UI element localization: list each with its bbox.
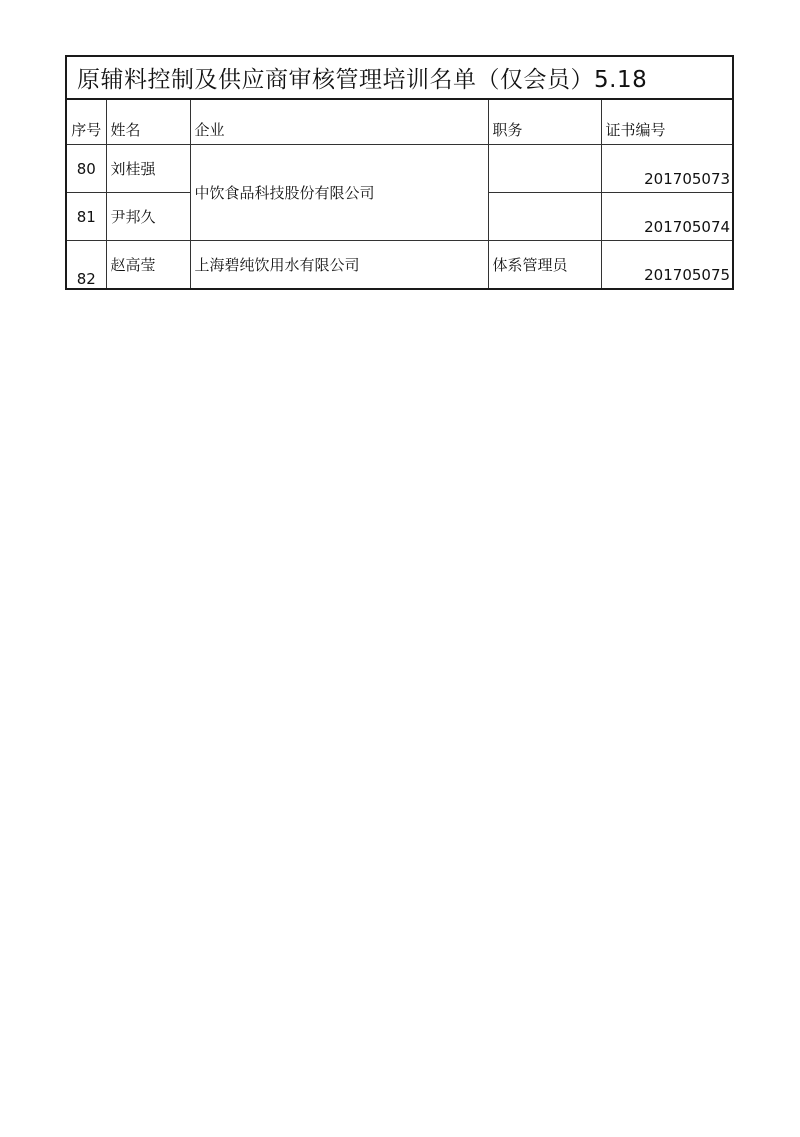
- row-cert: 201705073: [601, 145, 733, 193]
- table-row: [66, 241, 733, 290]
- header-position: 职务: [488, 99, 601, 145]
- header-row: [66, 99, 733, 145]
- row-name: 尹邦久: [106, 193, 190, 241]
- row-cert: 201705074: [601, 193, 733, 241]
- title-row: [66, 56, 733, 99]
- row-seq: 82: [66, 241, 106, 290]
- header-company: 企业: [190, 99, 488, 145]
- training-roster-table: [65, 55, 734, 290]
- row-position: 体系管理员: [488, 241, 601, 290]
- header-seq: 序号: [66, 99, 106, 145]
- row-seq: 81: [66, 193, 106, 241]
- row-position: [488, 193, 601, 241]
- row-seq: 80: [66, 145, 106, 193]
- row-name: 刘桂强: [106, 145, 190, 193]
- document-title: 原辅料控制及供应商审核管理培训名单（仅会员）5.18: [66, 56, 733, 99]
- header-cert: 证书编号: [601, 99, 733, 145]
- row-position: [488, 145, 601, 193]
- row-name: 赵高莹: [106, 241, 190, 290]
- row-company: 中饮食品科技股份有限公司: [190, 145, 488, 241]
- table-row: [66, 145, 733, 193]
- row-company: 上海碧纯饮用水有限公司: [190, 241, 488, 290]
- row-cert: 201705075: [601, 241, 733, 290]
- header-name: 姓名: [106, 99, 190, 145]
